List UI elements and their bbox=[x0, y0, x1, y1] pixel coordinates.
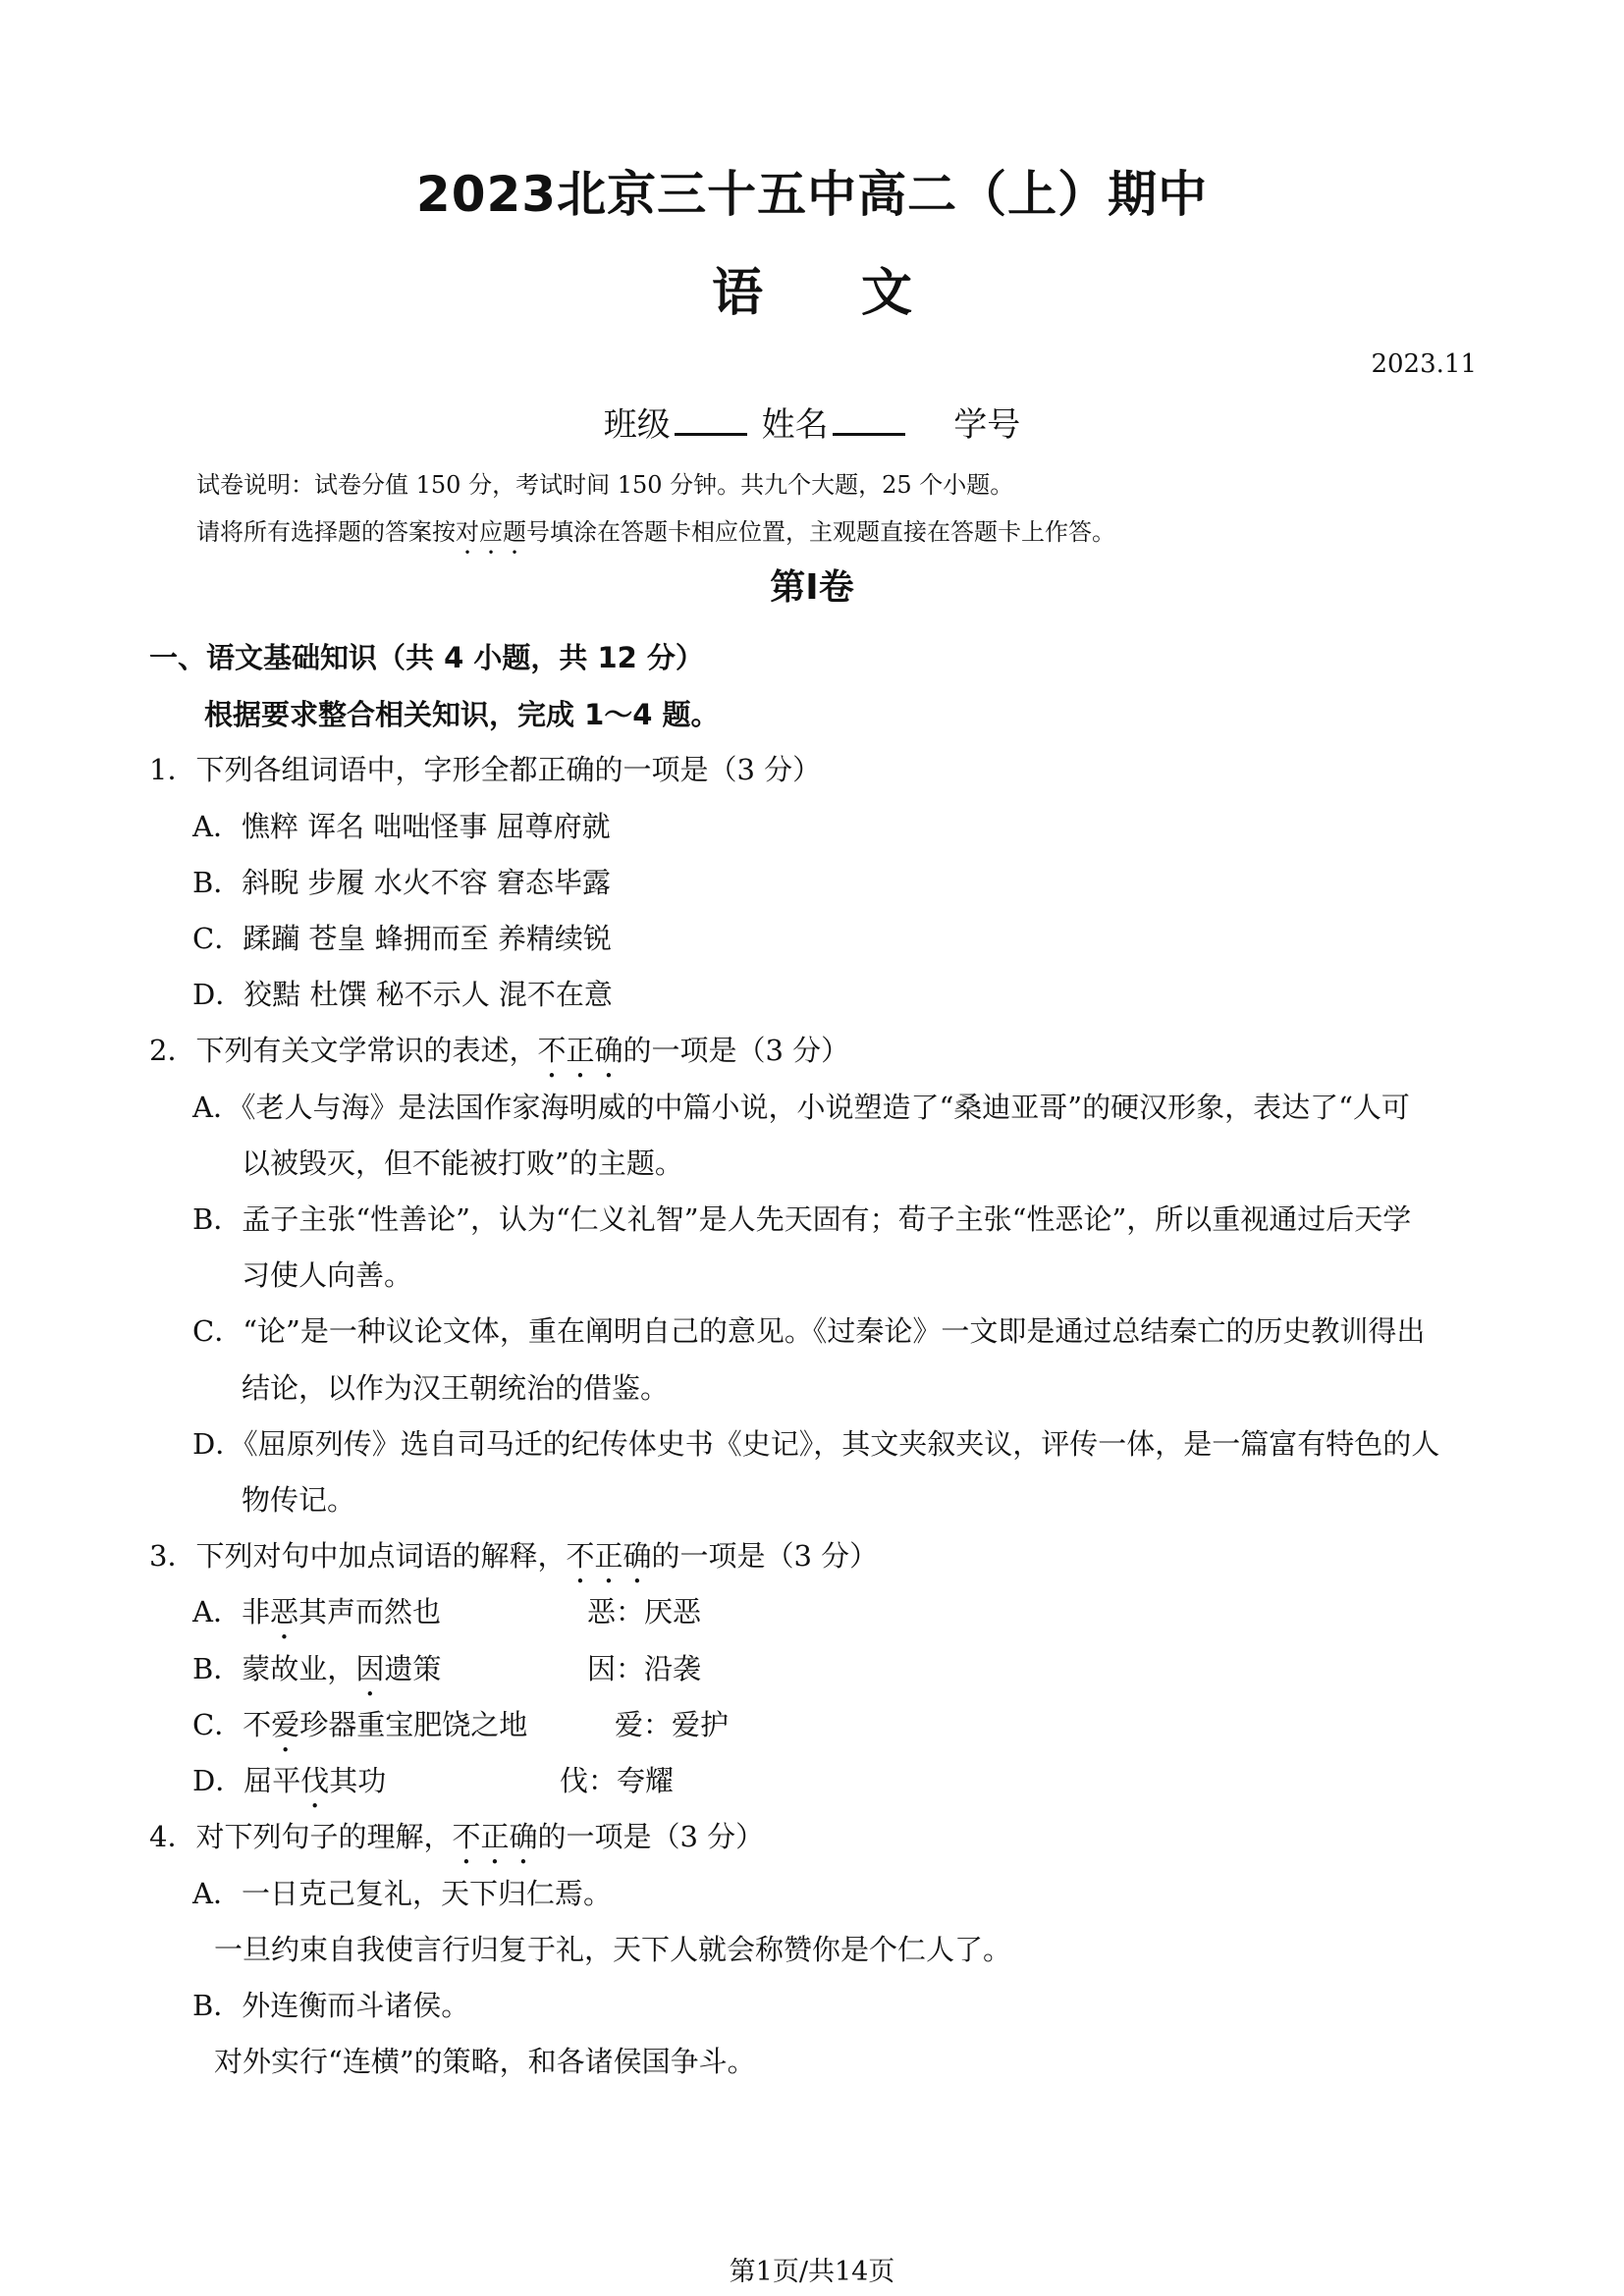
q1-option-d[interactable]: D．狡黠 杜馔 秘不示人 混不在意 bbox=[192, 978, 613, 1011]
subject-title: 语文 bbox=[711, 264, 1010, 323]
q2-option-a-line1[interactable]: A．《老人与海》是法国作家海明威的中篇小说，小说塑造了“桑迪亚哥”的硬汉形象，表达了“人可 bbox=[192, 1091, 1410, 1124]
q2-option-d-line1[interactable]: D．《屈原列传》选自司马迁的纪传体史书《史记》，其文夹叙夹议，评传一体，是一篇富有特色的人 bbox=[192, 1427, 1440, 1461]
q1-option-b[interactable]: B．斜睨 步履 水火不容 窘态毕露 bbox=[192, 866, 611, 899]
q4-option-b-translation: 对外实行“连横”的策略，和各诸侯国争斗。 bbox=[214, 2045, 756, 2078]
q2-option-d-line2: 物传记。 bbox=[242, 1483, 356, 1517]
q2-option-b-line2: 习使人向善。 bbox=[242, 1258, 413, 1292]
section-1-heading: 一、语文基础知识（共 4 小题，共 12 分） bbox=[149, 641, 704, 674]
q2-option-a-line2: 以被毁灭，但不能被打败”的主题。 bbox=[242, 1147, 683, 1180]
class-blank[interactable] bbox=[675, 405, 747, 436]
q2-option-c-line1[interactable]: C．“论”是一种议论文体，重在阐明自己的意见。《过秦论》一文即是通过总结秦亡的历史教训得出 bbox=[192, 1314, 1426, 1348]
exam-note-1: 试卷说明：试卷分值 150 分，考试时间 150 分钟。共九个大题，25 个小题。 bbox=[196, 471, 1014, 499]
student-info-line bbox=[0, 398, 1624, 446]
q4-option-a-translation: 一旦约束自我使言行归复于礼，天下人就会称赞你是个仁人了。 bbox=[214, 1933, 1012, 1966]
q1-option-a[interactable]: A．憔粹 诨名 咄咄怪事 屈尊府就 bbox=[192, 810, 611, 843]
q3-option-d[interactable]: D．屈平伐其功 bbox=[192, 1764, 387, 1797]
name-label: 姓名 bbox=[761, 405, 829, 445]
q3-option-c-gloss: 爱：爱护 bbox=[615, 1708, 730, 1741]
exam-title: 2023北京三十五中高二（上）期中 bbox=[415, 166, 1209, 223]
q3-option-c[interactable]: C．不爱珍器重宝肥饶之地 bbox=[192, 1708, 528, 1741]
volume-title: 第Ⅰ卷 bbox=[770, 567, 854, 608]
q2-stem: 2．下列有关文学常识的表述，不正确的一项是（3 分） bbox=[149, 1034, 850, 1067]
q4-stem: 4．对下列句子的理解，不正确的一项是（3 分） bbox=[149, 1820, 765, 1853]
q3-option-d-gloss: 伐：夸耀 bbox=[560, 1764, 675, 1797]
exam-date: 2023.11 bbox=[1371, 349, 1477, 379]
q3-option-b[interactable]: B．蒙故业，因遗策 bbox=[192, 1652, 442, 1685]
exam-note-2: 请将所有选择题的答案按对应题号填涂在答题卡相应位置，主观题直接在答题卡上作答。 bbox=[196, 518, 1115, 546]
q3-option-b-gloss: 因：沿袭 bbox=[587, 1652, 702, 1685]
q3-stem: 3．下列对句中加点词语的解释，不正确的一项是（3 分） bbox=[149, 1539, 879, 1573]
q2-option-c-line2: 结论，以作为汉王朝统治的借鉴。 bbox=[242, 1371, 670, 1405]
q1-option-c[interactable]: C．蹂躏 苍皇 蜂拥而至 养精续锐 bbox=[192, 922, 612, 955]
q4-option-a[interactable]: A．一日克己复礼，天下归仁焉。 bbox=[192, 1877, 612, 1910]
q1-stem: 1．下列各组词语中，字形全都正确的一项是（3 分） bbox=[149, 753, 822, 786]
q2-option-b-line1[interactable]: B．孟子主张“性善论”，认为“仁义礼智”是人先天固有；荀子主张“性恶论”，所以重视通过后天学 bbox=[192, 1202, 1412, 1236]
id-label: 学号 bbox=[953, 405, 1021, 445]
q4-option-b[interactable]: B．外连衡而斗诸侯。 bbox=[192, 1989, 470, 2022]
q3-option-a-gloss: 恶：厌恶 bbox=[587, 1595, 702, 1629]
name-blank[interactable] bbox=[833, 405, 905, 436]
class-label: 班级 bbox=[603, 405, 671, 445]
section-1-instruction: 根据要求整合相关知识，完成 1～4 题。 bbox=[204, 698, 720, 731]
q3-option-a[interactable]: A．非恶其声而然也 bbox=[192, 1595, 441, 1629]
page-footer: 第1页/共14页 bbox=[729, 2257, 895, 2287]
